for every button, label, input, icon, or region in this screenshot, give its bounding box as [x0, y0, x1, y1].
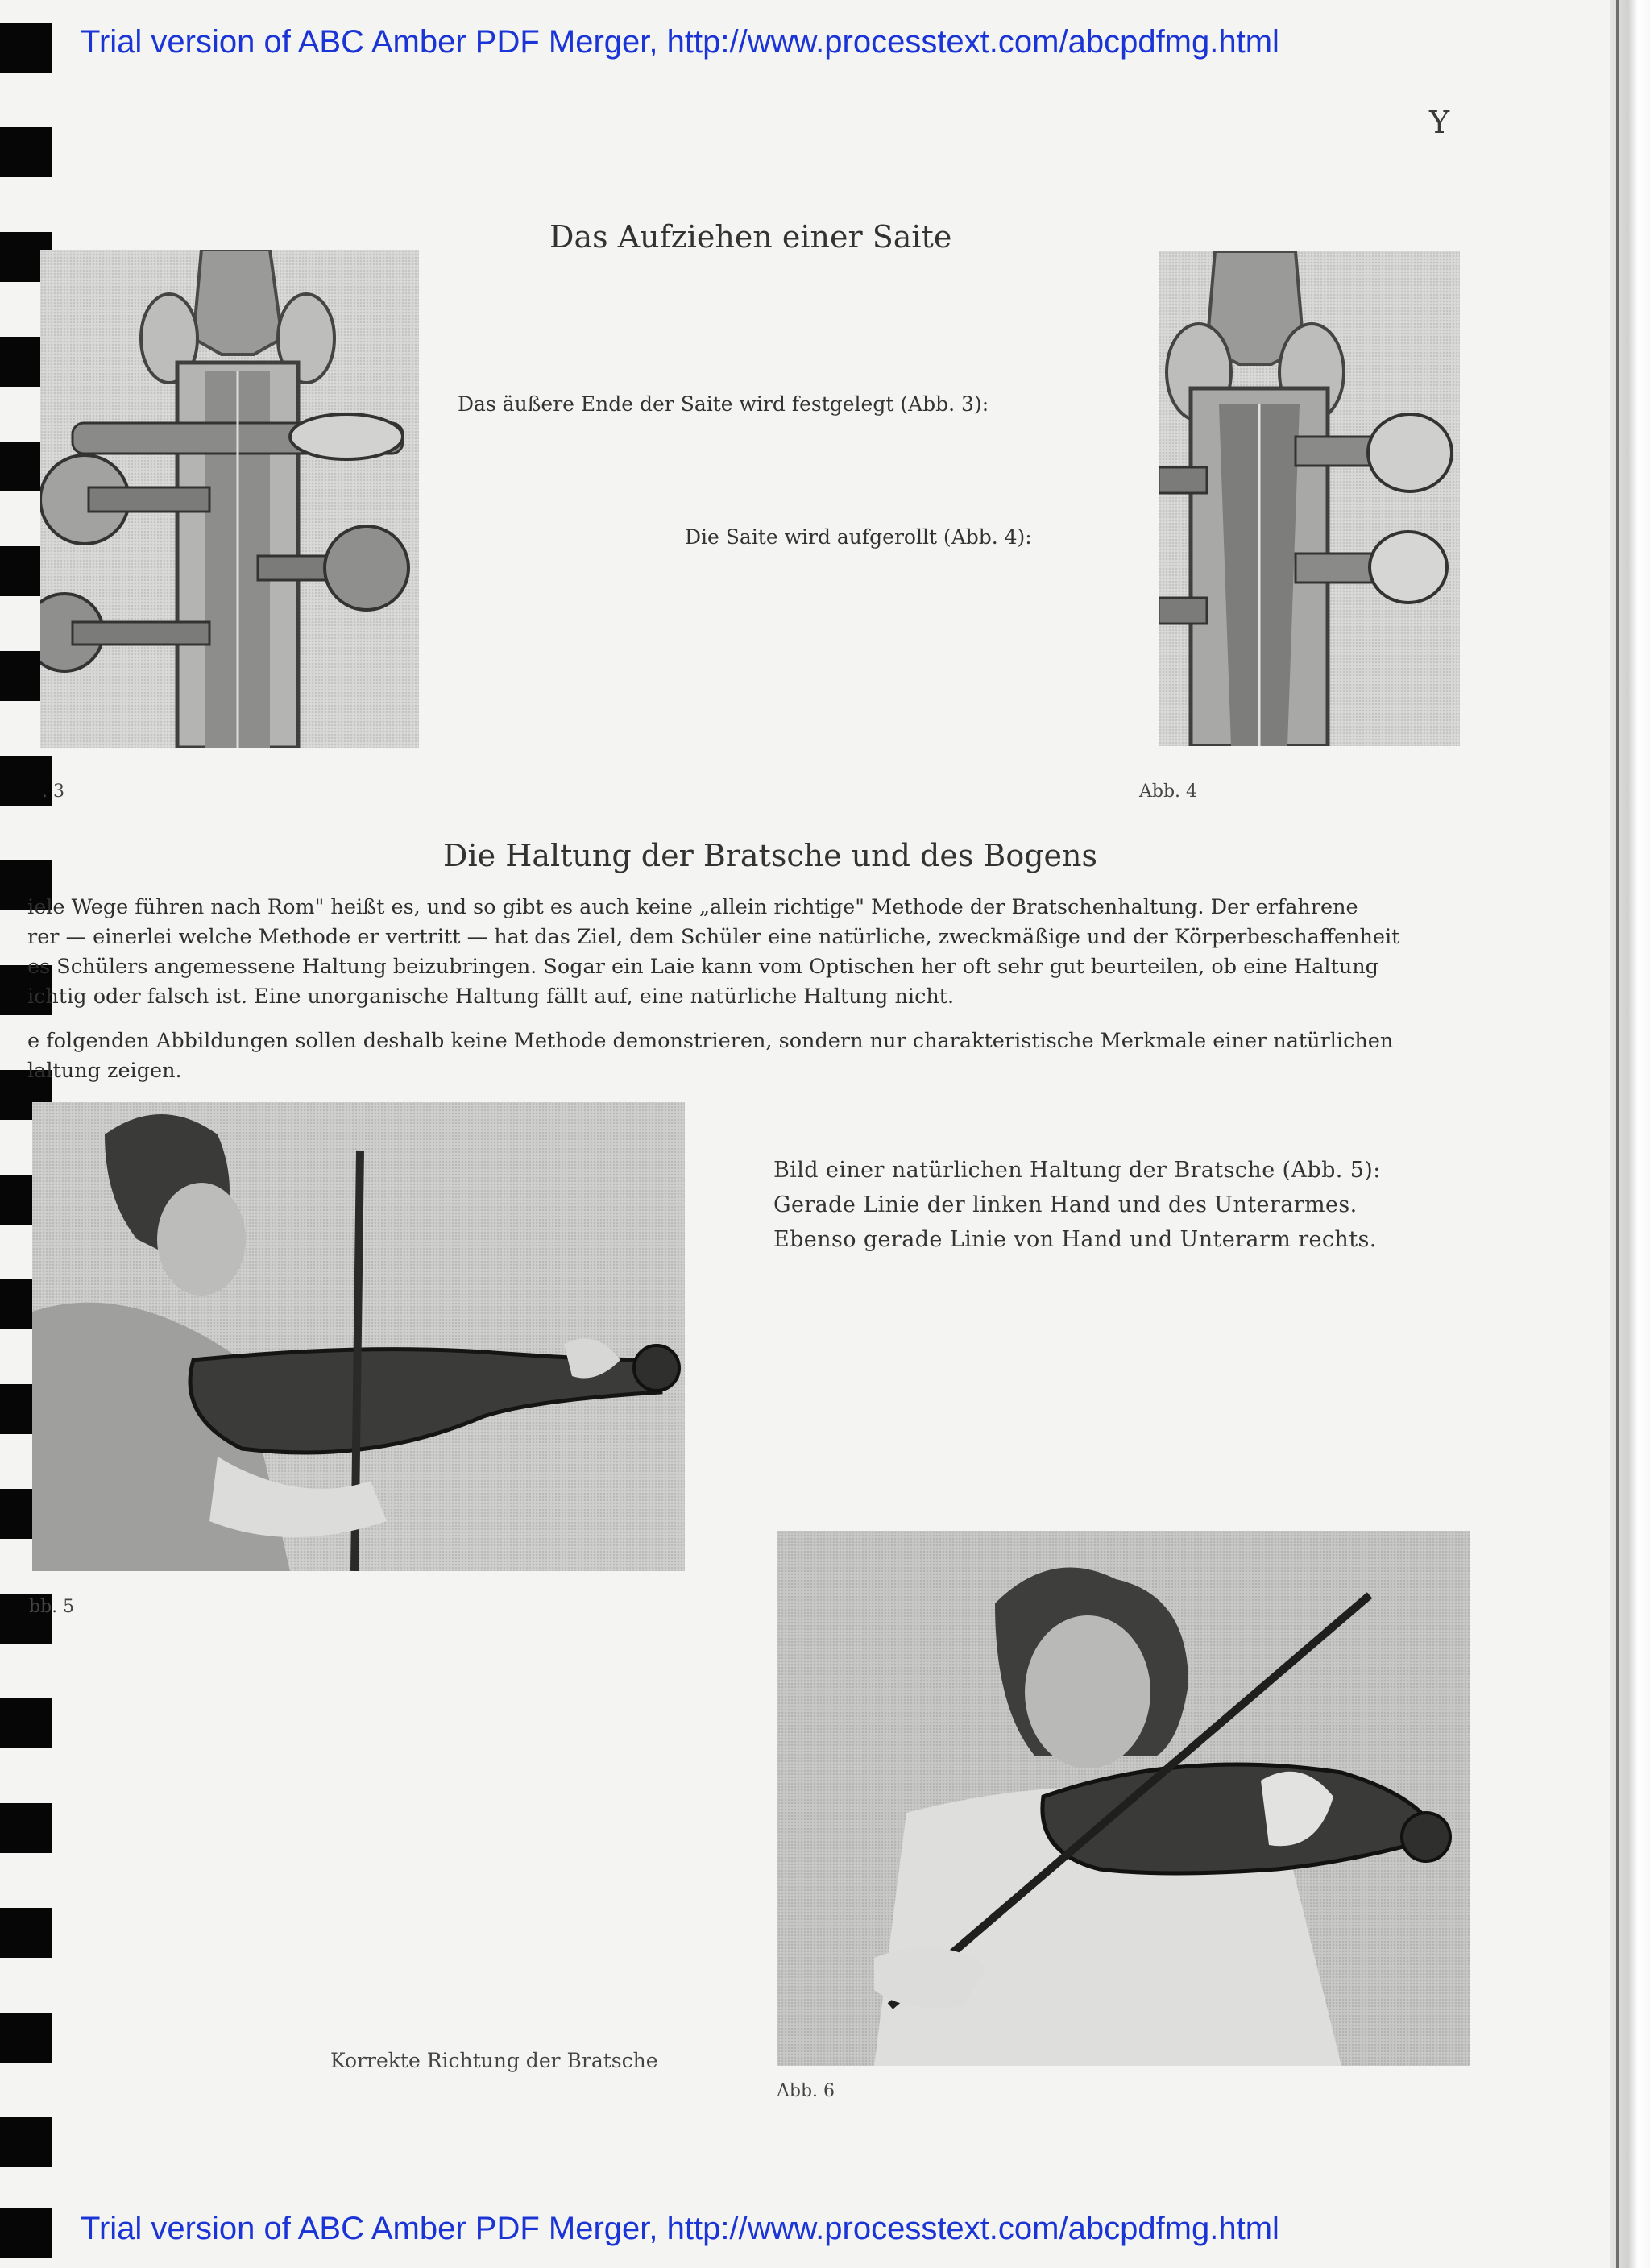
section-title-posture: Die Haltung der Bratsche und des Bogens — [443, 838, 1097, 873]
watermark-top: Trial version of ABC Amber PDF Merger, http://www.processtext.com/abcpdfmg.html — [81, 24, 1279, 60]
photo-girl-playing-viola-abb6 — [777, 1531, 1470, 2066]
photo-viola-scroll-abb3 — [40, 250, 419, 748]
caption-abb4: Abb. 4 — [1139, 782, 1198, 802]
photo-woman-playing-viola-abb5 — [32, 1102, 685, 1571]
watermark-bottom: Trial version of ABC Amber PDF Merger, http://www.processtext.com/abcpdfmg.html — [81, 2211, 1279, 2246]
step-roll-up-string: Die Saite wird aufgerollt (Abb. 4): — [685, 525, 1032, 549]
photo5-description-line: Gerade Linie der linken Hand und des Unterarmes. — [773, 1192, 1358, 1217]
paragraph-posture-intro — [27, 893, 1461, 1012]
caption-abb3: . 3 — [42, 782, 64, 802]
caption-correct-direction: Korrekte Richtung der Bratsche — [330, 2049, 658, 2072]
paragraph-line: es Schülers angemessene Haltung beizubringen. Sogar ein Laie kann vom Optischen her oft sehr gut beurteilen, ob eine Haltung — [27, 955, 1378, 979]
photo-viola-scroll-abb4 — [1159, 251, 1460, 746]
section-title-string-mounting: Das Aufziehen einer Saite — [549, 219, 952, 255]
paragraph-illustrations — [27, 1026, 1461, 1086]
paragraph-line: ichtig oder falsch ist. Eine unorganische Haltung fällt auf, eine natürliche Haltung nicht. — [27, 985, 955, 1009]
step-fix-string-end: Das äußere Ende der Saite wird festgelegt (Abb. 3): — [458, 392, 989, 416]
paragraph-line: iele Wege führen nach Rom" heißt es, und so gibt es auch keine „allein richtige" Methode der Bratschenhaltung. Der erfahrene — [27, 895, 1358, 919]
paragraph-line: e folgenden Abbildungen sollen deshalb keine Methode demonstrieren, sondern nur charakteristische Merkmale einer natürlichen — [27, 1029, 1394, 1053]
caption-abb5: bb. 5 — [29, 1597, 75, 1617]
caption-abb6: Abb. 6 — [777, 2081, 835, 2101]
photo5-description-line: Bild einer natürlichen Haltung der Bratsche (Abb. 5): — [773, 1158, 1381, 1183]
paragraph-line: rer — einerlei welche Methode er vertritt — hat das Ziel, dem Schüler eine natürliche, zweckmäßige und der Körperbeschaffenheit — [27, 925, 1400, 949]
page-edge — [1610, 0, 1650, 2268]
paragraph-line: laltung zeigen. — [27, 1059, 182, 1083]
photo5-description-line: Ebenso gerade Linie von Hand und Unterarm rechts. — [773, 1227, 1377, 1252]
page-number: Y — [1429, 105, 1450, 140]
